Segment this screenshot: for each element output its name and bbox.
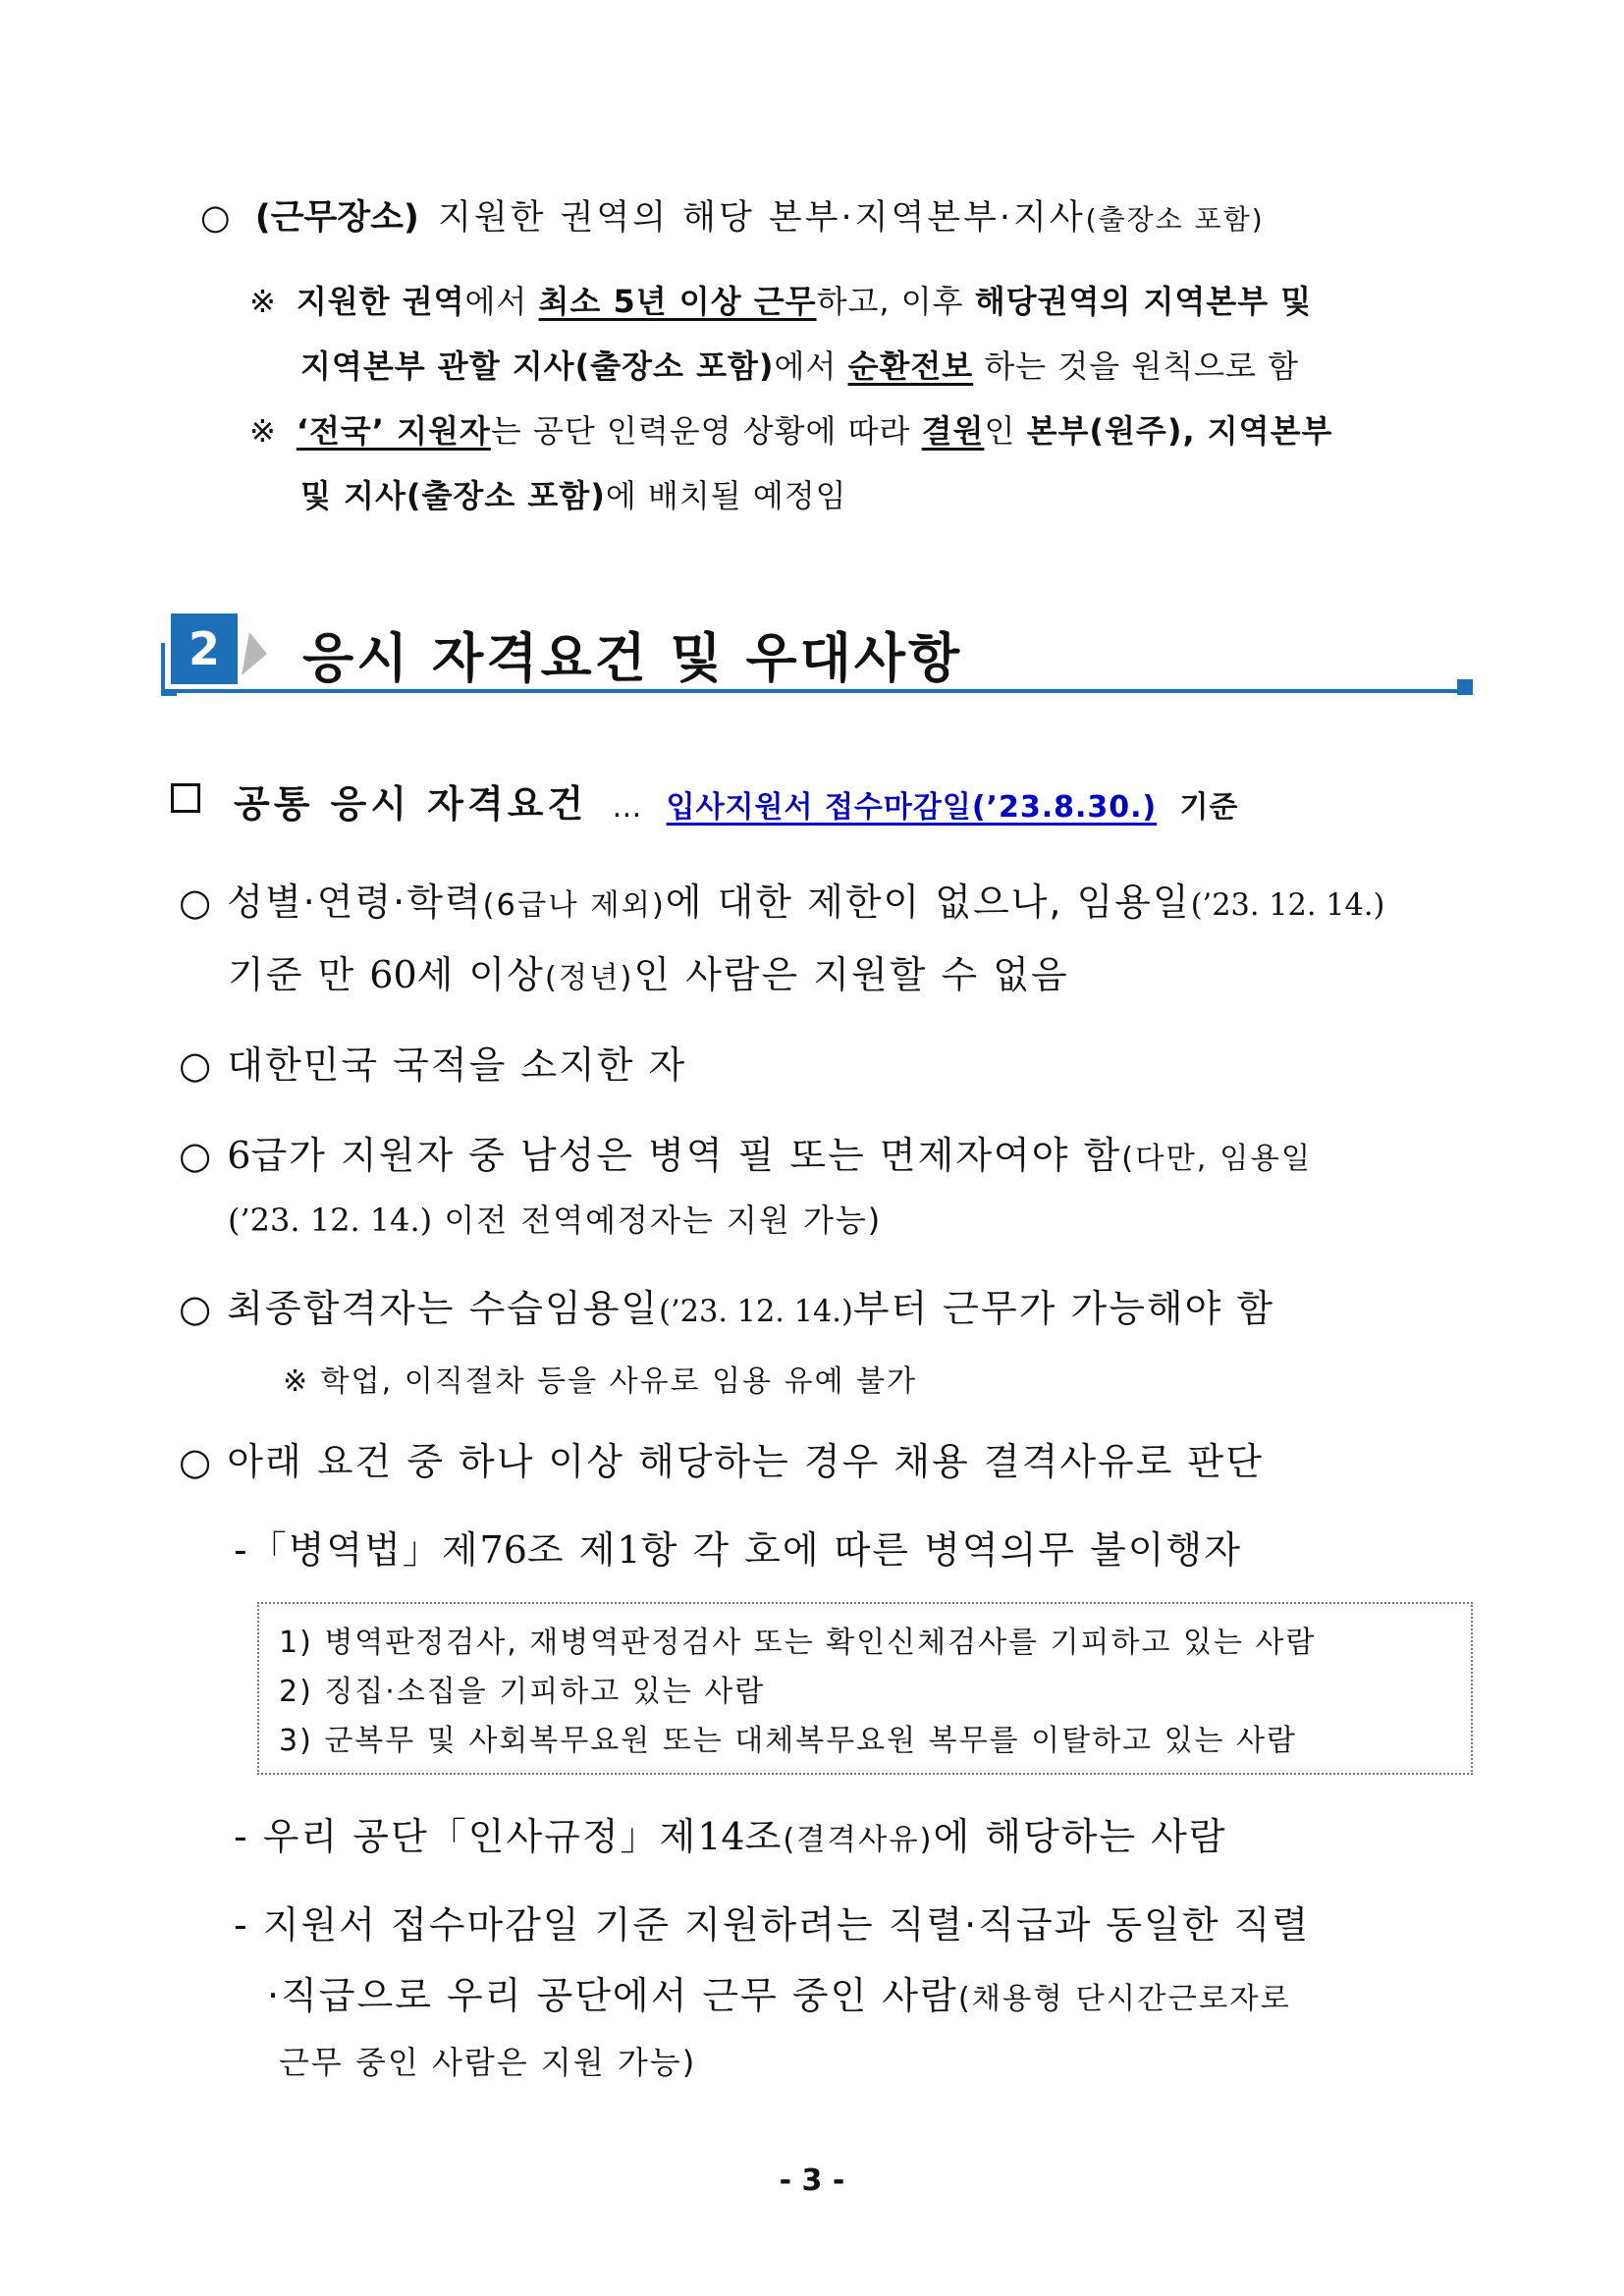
- note-bold: 해당권역의 지역본부 및: [974, 283, 1313, 320]
- subsection-ellipsis: …: [612, 790, 642, 825]
- item-number: 6: [227, 1134, 251, 1177]
- checkbox-icon: [171, 783, 200, 813]
- page-number: - 3 -: [779, 2163, 845, 2198]
- note-bold: 및 지사(출장소 포함): [300, 477, 606, 514]
- note-2-line-2: [300, 471, 847, 516]
- note-text: 는 공단 인력운영 상황에 따라: [490, 412, 922, 450]
- section-number: 2: [188, 622, 220, 675]
- item-number: 60: [369, 953, 417, 996]
- item-3-line-1: [179, 1125, 1312, 1179]
- item-4-note: ※ 학업, 이직절차 등을 사유로 임용 유예 불가: [283, 1364, 918, 1399]
- item-text: ·직급으로 우리 공단에서 근무 중인 사람: [267, 1974, 958, 2017]
- note-underline: ‘전국’ 지원자: [296, 412, 491, 450]
- item-number: 14: [697, 1815, 745, 1858]
- item-2: ○ 대한민국 국적을 소지한 자: [179, 1043, 687, 1087]
- note-text: 하는 것을 원칙으로 함: [973, 347, 1300, 385]
- item-text: 인 사람은 지원할 수 없음: [633, 953, 1069, 996]
- item-paren: (6급나 제외): [482, 888, 666, 923]
- item-text: 에 대한 제한이 없으나, 임용일: [665, 881, 1191, 924]
- note-bold: 본부(원주), 지역본부: [1026, 412, 1333, 450]
- note-mark: ※: [249, 412, 277, 450]
- item-4: [179, 1278, 1274, 1332]
- note-mark: ※: [249, 283, 277, 320]
- item-number: 1: [617, 1528, 641, 1572]
- item-text: 항 각 호에 따른 병역의무 불이행자: [640, 1528, 1242, 1572]
- item-1-line-2: [228, 944, 1069, 998]
- item-text: 기준 만: [228, 953, 370, 996]
- item-text: 급가 지원자 중 남성은 병역 필 또는 면제자여야 함: [250, 1134, 1122, 1177]
- note-text: 인: [984, 412, 1027, 450]
- item-number: 76: [479, 1528, 527, 1572]
- note-text: 에서: [774, 347, 848, 385]
- box-item-2: 2) 징집·소집을 기피하고 있는 사람: [279, 1675, 766, 1709]
- note-bold: 지역본부 관할 지사(출장소 포함): [300, 347, 775, 385]
- workplace-line: [200, 190, 1265, 240]
- note-underline: 순환전보: [847, 347, 974, 385]
- item-paren: (정년): [544, 961, 634, 995]
- item-text: ○ 최종합격자는 수습임용일: [179, 1287, 660, 1330]
- section-number-badge: [171, 614, 238, 684]
- item-text: 에 해당하는 사람: [933, 1815, 1227, 1858]
- section-arrow-icon: [242, 632, 271, 675]
- note-text: 에 배치될 예정임: [605, 477, 847, 514]
- item-text: ○ 성별·연령·학력: [179, 881, 483, 924]
- workplace-text: 지원한 권역의 해당 본부·지역본부·지사: [438, 198, 1086, 238]
- item-text: 세 이상: [416, 953, 545, 996]
- deadline-link[interactable]: 입사지원서 접수마감일(’23.8.30.): [666, 790, 1158, 825]
- note-1-line-1: [249, 277, 1312, 322]
- note-1-line-2: [300, 342, 1299, 387]
- dash-item-1: [234, 1520, 1242, 1574]
- item-paren: (다만, 임용일: [1121, 1142, 1313, 1176]
- item-1-line-1: [179, 872, 1384, 926]
- note-2-line-1: [249, 406, 1332, 452]
- subsection-suffix: 기준: [1179, 790, 1239, 825]
- dash-item-3-line-2: [267, 1965, 1291, 2019]
- item-3-line-2: [228, 1196, 882, 1241]
- box-item-1: 1) 병역판정검사, 재병역판정검사 또는 확인신체검사를 기피하고 있는 사람: [279, 1626, 1317, 1660]
- item-text: 부터 근무가 가능해야 함: [852, 1287, 1275, 1330]
- item-date: (’23. 12. 14.): [1190, 888, 1385, 923]
- subsection-title: 공통 응시 자격요건: [234, 782, 588, 826]
- note-underline: 결원: [921, 412, 985, 450]
- subsection-heading: [234, 774, 1238, 828]
- item-text: -「병역법」제: [234, 1528, 480, 1572]
- note-text: 에서: [464, 283, 539, 320]
- item-paren: (결격사유): [783, 1823, 934, 1857]
- item-text: - 우리 공단「인사규정」제: [234, 1815, 698, 1858]
- dash-item-2: [234, 1806, 1227, 1860]
- workplace-label: (근무장소): [254, 198, 419, 238]
- item-date: (’23. 12. 14.): [659, 1295, 853, 1329]
- item-5: ○ 아래 요건 중 하나 이상 해당하는 경우 채용 결격사유로 판단: [179, 1440, 1264, 1483]
- note-text: 하고, 이후: [816, 283, 975, 320]
- note-underline: 최소 5년 이상 근무: [538, 283, 817, 320]
- item-text: 이전 전역예정자는 지원 가능): [432, 1201, 883, 1239]
- dash-item-3-line-3: 근무 중인 사람은 지원 가능): [279, 2044, 697, 2081]
- item-text: 조: [744, 1815, 784, 1858]
- box-item-3: 3) 군복무 및 사회복무요원 또는 대체복무요원 복무를 이탈하고 있는 사람: [279, 1724, 1298, 1758]
- item-text: ○: [179, 1134, 228, 1177]
- item-date: (’23. 12. 14.): [228, 1201, 433, 1239]
- workplace-paren: (출장소 포함): [1085, 203, 1265, 236]
- section-divider-end: [1457, 679, 1473, 695]
- item-text: 조 제: [526, 1528, 618, 1572]
- note-bold: 지원한 권역: [296, 283, 465, 320]
- bullet: ○: [200, 198, 231, 238]
- dash-item-3-line-1: - 지원서 접수마감일 기준 지원하려는 직렬·직급과 동일한 직렬: [234, 1903, 1311, 1947]
- section-divider: [161, 689, 1473, 693]
- section-title: 응시 자격요건 및 우대사항: [302, 627, 963, 689]
- item-paren: (채용형 단시간근로자로: [957, 1982, 1291, 2016]
